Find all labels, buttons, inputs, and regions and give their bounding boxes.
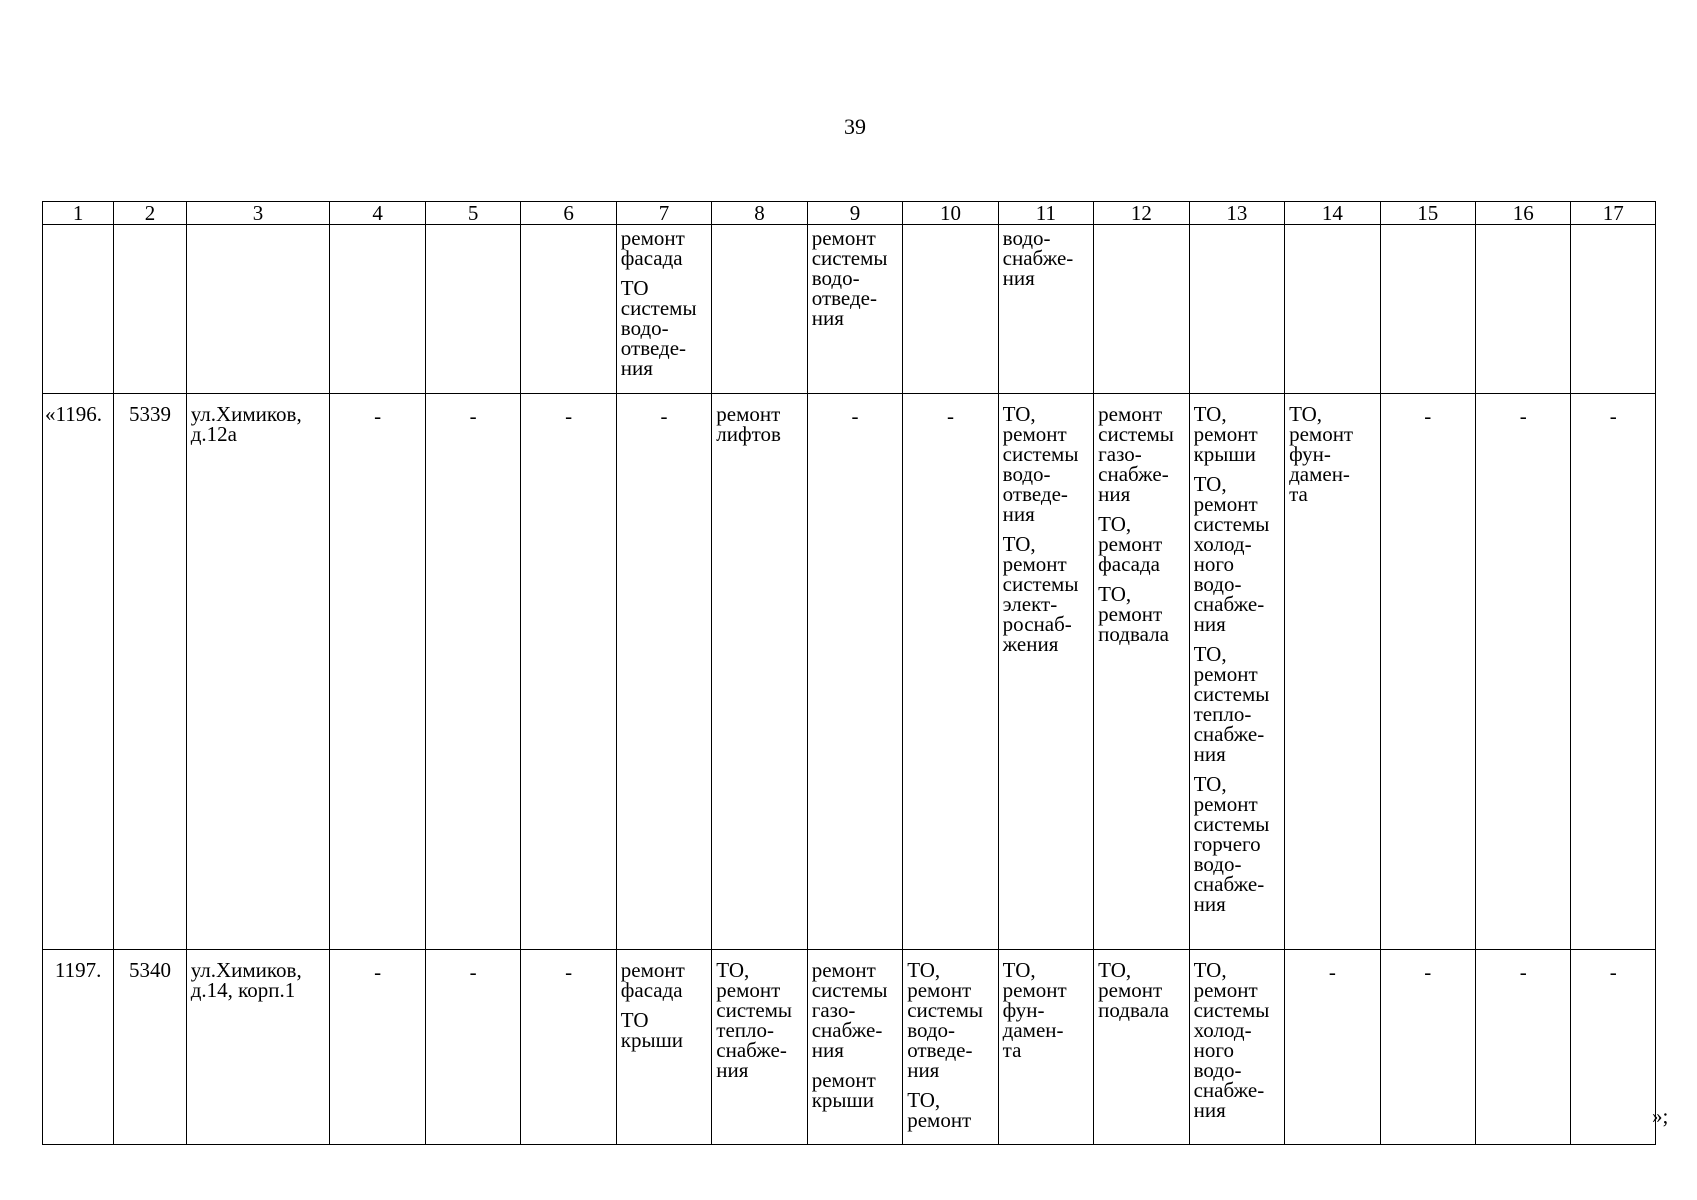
object-code: 5340	[114, 950, 186, 1145]
work-item: ТО, ремонт системы тепло- снабже- ния	[716, 958, 793, 1082]
work-item: водо- снабже- ния	[1002, 226, 1074, 290]
work-item: ТО, ремонт системы холод- ного водо- снабже- ния	[1193, 958, 1270, 1122]
table-cell	[1476, 225, 1571, 394]
table-cell	[1285, 394, 1380, 950]
table-cell	[1094, 950, 1189, 1145]
column-number: 4	[330, 202, 425, 225]
table-cell: -	[1571, 950, 1656, 1145]
column-number: 15	[1380, 202, 1475, 225]
table-cell: -	[1476, 950, 1571, 1145]
work-item: ремонт системы водо- отведе- ния	[811, 226, 888, 330]
address-cell: ул.Химиков, д.12а	[186, 394, 330, 950]
work-item: ТО, ремонт системы элект- роснаб- жения	[1002, 532, 1079, 656]
work-item: ТО, ремонт системы водо- отведе- ния	[1002, 402, 1079, 526]
column-number: 6	[521, 202, 616, 225]
table-cell	[1094, 394, 1189, 950]
table-cell: -	[903, 394, 998, 950]
page-number: 39	[844, 114, 866, 139]
table-cell	[1571, 225, 1656, 394]
table-cell	[43, 225, 114, 394]
table-cell: -	[1476, 394, 1571, 950]
table-cell: -	[807, 394, 902, 950]
row-number: 1197.	[43, 950, 114, 1145]
table-cell: -	[425, 950, 520, 1145]
work-item: ТО, ремонт	[907, 1088, 972, 1132]
table-cell	[712, 225, 807, 394]
work-item: ТО крыши	[620, 1008, 684, 1052]
work-item: ТО, ремонт фун- дамен- та	[1289, 402, 1354, 506]
work-item: ТО, ремонт крыши	[1193, 402, 1258, 466]
work-item: ТО, ремонт фун- дамен- та	[1002, 958, 1067, 1062]
table-cell: -	[1571, 394, 1656, 950]
work-item: ТО, ремонт подвала	[1098, 582, 1169, 646]
table-cell	[1094, 225, 1189, 394]
table-cell	[712, 394, 807, 950]
table-cell	[998, 950, 1093, 1145]
repair-schedule-table	[42, 201, 1656, 1145]
column-number: 14	[1285, 202, 1380, 225]
table-cell	[807, 950, 902, 1145]
work-item: ремонт фасада	[620, 958, 685, 1002]
table-cell	[1189, 950, 1284, 1145]
column-number: 8	[712, 202, 807, 225]
table-cell: -	[425, 394, 520, 950]
table-cell	[425, 225, 520, 394]
table-cell	[521, 225, 616, 394]
column-number: 1	[43, 202, 114, 225]
column-number: 7	[616, 202, 711, 225]
table-cell	[903, 225, 998, 394]
object-code: 5339	[114, 394, 186, 950]
table-cell: -	[330, 394, 425, 950]
work-item: ремонт крыши	[811, 1068, 876, 1112]
table-header-row	[43, 202, 1656, 225]
table-cell: -	[616, 394, 711, 950]
closing-quote-mark: »;	[1652, 1104, 1669, 1128]
table-row-1197	[43, 950, 1656, 1145]
column-number: 12	[1094, 202, 1189, 225]
work-item: ТО, ремонт системы водо- отведе- ния	[907, 958, 983, 1082]
column-number: 3	[186, 202, 330, 225]
work-item: ТО, ремонт фасада	[1098, 512, 1163, 576]
column-number: 11	[998, 202, 1093, 225]
table-cell	[330, 225, 425, 394]
column-number: 13	[1189, 202, 1284, 225]
table-cell	[186, 225, 330, 394]
table-cell	[616, 225, 711, 394]
work-item: ремонт фасада	[620, 226, 685, 270]
table-cell	[998, 225, 1093, 394]
row-number: «1196.	[43, 394, 114, 950]
work-item: ремонт системы газо- снабже- ния	[1098, 402, 1174, 506]
table-cell	[998, 394, 1093, 950]
column-number: 16	[1476, 202, 1571, 225]
table-cell	[1380, 225, 1475, 394]
address-cell: ул.Химиков, д.14, корп.1	[186, 950, 330, 1145]
work-item: ТО, ремонт системы холод- ного водо- снабже- ния	[1193, 472, 1270, 636]
table-cell: -	[521, 950, 616, 1145]
table-cell	[616, 950, 711, 1145]
table-row-continued	[43, 225, 1656, 394]
table-cell	[1189, 225, 1284, 394]
work-item: ТО системы водо- отведе- ния	[620, 276, 697, 380]
table-cell	[903, 950, 998, 1145]
table-cell	[114, 225, 186, 394]
work-item: ТО, ремонт системы горчего водо- снабже- ния	[1193, 772, 1270, 916]
column-number: 17	[1571, 202, 1656, 225]
table-cell	[1189, 394, 1284, 950]
work-item: ремонт системы газо- снабже- ния	[811, 958, 888, 1062]
work-item: ТО, ремонт системы тепло- снабже- ния	[1193, 642, 1270, 766]
work-item: ТО, ремонт подвала	[1098, 958, 1169, 1022]
work-item: ремонт лифтов	[716, 402, 781, 446]
column-number: 5	[425, 202, 520, 225]
table-cell: -	[521, 394, 616, 950]
table-cell: -	[330, 950, 425, 1145]
table-cell: -	[1380, 950, 1475, 1145]
table-cell	[712, 950, 807, 1145]
column-number: 9	[807, 202, 902, 225]
table-cell	[1285, 225, 1380, 394]
table-cell: -	[1380, 394, 1475, 950]
table-cell: -	[1285, 950, 1380, 1145]
column-number: 10	[903, 202, 998, 225]
column-number: 2	[114, 202, 186, 225]
table-row-1196	[43, 394, 1656, 950]
table-cell	[807, 225, 902, 394]
